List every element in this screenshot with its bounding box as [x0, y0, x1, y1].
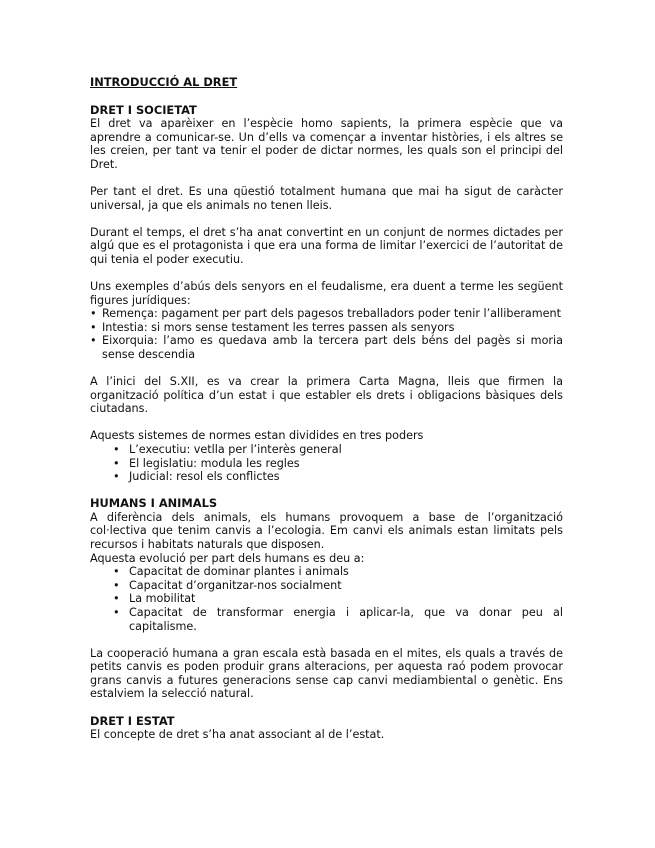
powers-list	[90, 443, 563, 484]
list-item: • El legislatiu: modula les regles	[90, 457, 563, 471]
paragraph: A l’inici del S.XII, es va crear la primera Carta Magna, lleis que firmen la organització política d’un estat i que establer els drets i obligacions bàsiques dels ciutadans.	[90, 375, 563, 416]
document-body	[90, 76, 563, 742]
paragraph: La cooperació humana a gran escala està basada en el mites, els quals a través de petits canvis es poden produir grans alteracions, per aquesta raó podem provocar grans canvis a futures generacions sense cap canvi mediambiental o genètic. Ens estalviem la selecció natural.	[90, 646, 563, 701]
list-item: • Judicial: resol els conflictes	[90, 470, 563, 484]
paragraph: El concepte de dret s’ha anat associant al de l’estat.	[90, 728, 385, 742]
list-item: • Capacitat de dominar plantes i animals	[90, 565, 563, 579]
list-item: • Remença: pagament per part dels pagesos treballadors poder tenir l’alliberament	[90, 307, 563, 321]
paragraph: Aquests sistemes de normes estan dividides en tres poders	[90, 429, 424, 443]
list-item: • L’executiu: vetlla per l’interès general	[90, 443, 563, 457]
paragraph: A diferència dels animals, els humans provoquem a base de l’organització col·lectiva que tenim canvis a l’ecologia. Em canvi els animals estan limitats pels recursos i habitats naturals que disposen.	[90, 510, 563, 552]
paragraph: Per tant el dret. Es una qüestió totalment humana que mai ha sigut de caràcter universal, ja que els animals no tenen lleis.	[90, 185, 563, 212]
list-item: • La mobilitat	[90, 592, 563, 606]
list-item: • Capacitat de transformar energia i aplicar-la, que va donar peu al capitalisme.	[90, 606, 563, 633]
list-item: • Intestia: si mors sense testament les terres passen als senyors	[90, 321, 563, 335]
section-heading-dret-i-estat: DRET I ESTAT	[90, 713, 175, 728]
evolution-causes-list	[90, 565, 563, 633]
paragraph: Durant el temps, el dret s’ha anat convertint en un conjunt de normes dictades per algú que es el protagonista i que era una forma de limitar l’exercici de l’autoritat de qui tenia el poder executiu.	[90, 225, 563, 266]
list-item: • Eixorquia: l’amo es quedava amb la tercera part dels béns del pagès si moria sense descendia	[90, 334, 563, 361]
list-item: • Capacitat d’organitzar-nos socialment	[90, 579, 563, 593]
legal-figures-list	[90, 307, 563, 361]
document-title: INTRODUCCIÓ AL DRET	[90, 75, 238, 89]
section-heading-dret-i-societat: DRET I SOCIETAT	[90, 102, 197, 117]
paragraph: Uns exemples d’abús dels senyors en el feudalisme, era duent a terme les següent figures jurídiques:	[90, 280, 563, 307]
section-heading-humans-i-animals: HUMANS I ANIMALS	[90, 496, 218, 511]
paragraph: El dret va aparèixer en l’espècie homo sapients, la primera espècie que va aprendre a comunicar-se. Un d’ells va començar a inventar històries, i els altres se les creien, per tant va tenir el poder de dictar normes, les quals son el principi del Dret.	[90, 117, 563, 171]
paragraph: Aquesta evolució per part dels humans es deu a:	[90, 551, 365, 565]
